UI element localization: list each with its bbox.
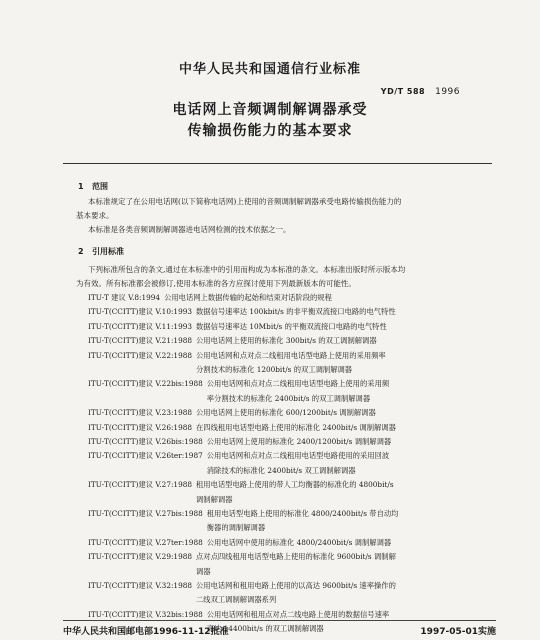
reference-title: 公用电话网和租用点对点二线电路上使用的数据信号速率 — [206, 609, 390, 619]
reference-code: ITU-T(CCITT)建议 V.26bis:1988 — [88, 437, 203, 446]
reference-title: 公用电话网上使用的标准化 600/1200bit/s 调制解调器 — [196, 408, 376, 418]
reference-code: ITU-T(CCITT)建议 V.27ter:1988 — [88, 537, 203, 547]
reference-item — [88, 421, 396, 435]
reference-code: ITU-T(CCITT)建议 V.27:1988 — [88, 480, 192, 490]
reference-title-continued: 调制解调器 — [196, 494, 233, 504]
reference-item — [88, 449, 389, 463]
reference-title: 公用电话网和租用电路上使用的以高达 9600bit/s 速率操作的 — [196, 581, 396, 590]
reference-title: 公用电话网上使用的标准化 300bit/s 的双工调制解调器 — [196, 336, 377, 346]
footer-divider — [63, 620, 496, 621]
reference-title-continued: 调器 — [196, 566, 211, 576]
effective-date: 1997-05-01实施 — [420, 627, 496, 637]
reference-code: ITU-T(CCITT)建议 V.29:1988 — [88, 552, 192, 562]
reference-code: ITU-T(CCITT)建议 V.22:1988 — [88, 350, 192, 360]
reference-title-continued: 二线双工调制解调器系列 — [196, 595, 277, 605]
approval-date: 中华人民共和国邮电部1996-11-12批准 — [63, 627, 229, 637]
reference-code: ITU-T(CCITT)建议 V.32:1988 — [88, 581, 192, 590]
reference-code: ITU-T(CCITT)建议 V.10:1993 — [88, 307, 192, 317]
reference-code: ITU-T(CCITT)建议 V.26ter:1987 — [88, 451, 203, 461]
reference-title: 点对点四线租用电话型电路上使用的标准化 9600bit/s 调制解 — [196, 552, 396, 562]
reference-title: 在四线租用电话型电路上使用的标准化 2400bit/s 调制解调器 — [196, 422, 396, 432]
reference-title: 数据信号速率达 100kbit/s 的非平衡双流接口电路的电气特性 — [196, 307, 396, 317]
reference-title: 公用电话网和点对点二线租用电话型电路上使用的采用频率 — [196, 350, 386, 360]
section-1-heading — [78, 181, 108, 192]
reference-code: ITU-T(CCITT)建议 V.32bis:1988 — [88, 609, 203, 619]
section-1-title: 范围 — [92, 182, 108, 191]
reference-code: ITU-T(CCITT)建议 V.21:1988 — [88, 336, 192, 346]
reference-title: 公用电话网中使用的标准化 4800/2400bit/s 调制解调器 — [206, 537, 392, 547]
reference-title: 租用电话型电路上使用的带人工均衡器的标准化的 4800bit/s — [196, 480, 394, 490]
standard-number: YD/T 588 — [380, 87, 426, 96]
reference-item — [88, 579, 396, 593]
reference-title-continued: 高达 14400bit/s 的双工调制解调器 — [206, 624, 324, 634]
reference-item — [88, 305, 396, 319]
standard-header: 中华人民共和国通信行业标准 — [178, 62, 361, 77]
reference-code: ITU-T(CCITT)建议 V.26:1988 — [88, 422, 192, 432]
title-divider — [63, 163, 492, 164]
reference-code: ITU-T(CCITT)建议 V.27bis:1988 — [88, 509, 203, 518]
reference-title: 公用电话网上数据传输的起始和结束对话阶段的规程 — [164, 293, 332, 302]
section-2-heading — [78, 246, 124, 257]
reference-item — [88, 406, 376, 420]
reference-item — [88, 291, 332, 305]
section-2-intro-line2: 为有效。所有标准都会被修订,使用本标准的各方应探讨使用下列最新版本的可能性。 — [76, 279, 356, 288]
reference-title-continued: 率分割技术的标准化 2400bit/s 的双工调制解调器 — [206, 393, 371, 403]
section-1-number: 1 — [78, 182, 84, 191]
reference-item — [88, 507, 398, 521]
section-1-para1-line2: 基本要求。 — [76, 211, 114, 220]
reference-title-continued: 分割技术的标准化 1200bit/s 的双工调制解调器 — [196, 365, 353, 374]
reference-item — [88, 536, 391, 550]
reference-item — [88, 334, 377, 348]
section-2-title: 引用标准 — [92, 247, 124, 256]
reference-item — [88, 349, 386, 363]
reference-code: ITU-T(CCITT)建议 V.22bis:1988 — [88, 379, 203, 389]
reference-item — [88, 478, 394, 492]
reference-title: 租用电话型电路上使用的标准化 4800/2400bit/s 带自动均 — [206, 509, 399, 518]
reference-code: ITU-T(CCITT)建议 V.11:1993 — [88, 321, 192, 331]
reference-title: 公用电话网和点对点二线租用电话型电路上使用的采用频 — [206, 379, 390, 389]
reference-item — [88, 550, 396, 564]
section-2-number: 2 — [78, 247, 84, 256]
standard-year: 1996 — [435, 87, 460, 97]
reference-title: 数据信号速率达 10Mbit/s 的平衡双流接口电路的电气特性 — [196, 321, 387, 331]
reference-item — [88, 377, 389, 391]
reference-title-continued: 消除技术的标准化 2400bit/s 双工调制解调器 — [206, 465, 356, 475]
document-title-line2: 传输损伤能力的基本要求 — [187, 123, 353, 139]
reference-title-continued: 衡器的调制解调器 — [206, 523, 266, 533]
section-1-para2: 本标准是各类音频调制解调器进电话网检测的技术依据之一。 — [88, 225, 291, 234]
reference-title: 公用电话网和点对点二线租用电话型电路使用的采用回波 — [206, 451, 390, 461]
reference-code: ITU-T(CCITT)建议 V.23:1988 — [88, 408, 192, 418]
document-title-line1: 电话网上音频调制解调器承受 — [172, 102, 368, 118]
reference-title: 公用电话网上使用的标准化 2400/1200bit/s 调制解调器 — [206, 437, 392, 446]
section-1-para1-line1: 本标准规定了在公用电话网(以下简称电话网)上使用的音频调制解调器承受电路传输损伤能力的 — [88, 197, 402, 206]
reference-item — [88, 435, 391, 449]
standard-code — [381, 87, 460, 97]
reference-code: ITU-T 建议 V.8:1994 — [88, 293, 161, 302]
reference-item — [88, 320, 387, 334]
section-2-intro-line1: 下列标准所包含的条文,通过在本标准中的引用而构成为本标准的条文。本标准出版时所示版本均 — [88, 265, 406, 274]
